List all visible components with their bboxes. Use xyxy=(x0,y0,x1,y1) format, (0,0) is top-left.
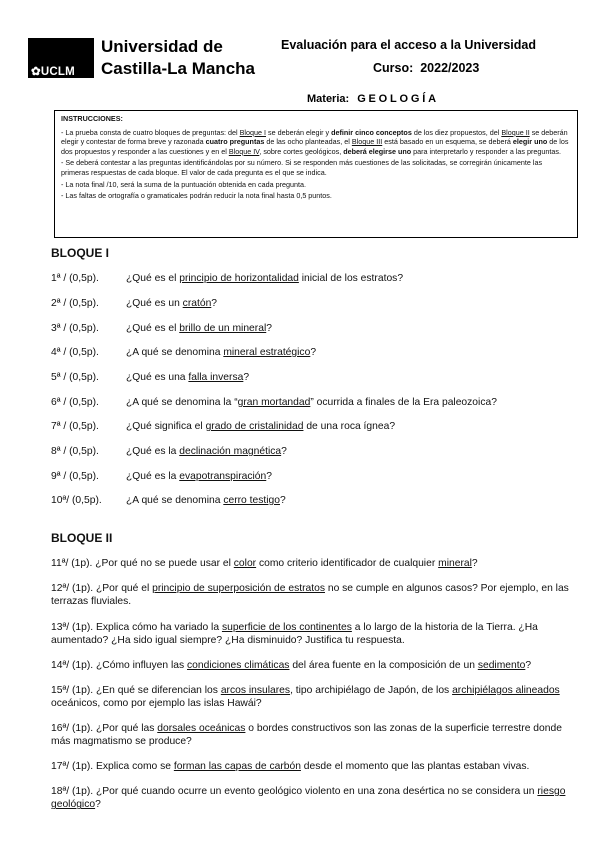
instructions-heading: INSTRUCCIONES: xyxy=(61,114,123,123)
question-item: 9ª / (0,5p). ¿Qué es la evapotranspiración? xyxy=(51,471,272,482)
question-item: 15ª/ (1p). ¿En qué se diferencian los arcos insulares, tipo archipiélago de Japón, de los archipiélagos alineados oceánicos, como por ejemplo las islas Hawái? xyxy=(51,685,560,710)
instruction-paragraph: - La nota final /10, será la suma de la puntuación obtenida en cada pregunta. xyxy=(61,179,306,189)
emblem-icon: ✿ xyxy=(31,66,41,78)
question-item: 18ª/ (1p). ¿Por qué cuando ocurre un evento geológico violento en una zona desértica no se considera un riesgo geológico? xyxy=(51,786,566,811)
question-item: 6ª / (0,5p). ¿A qué se denomina la “gran mortandad” ocurrida a finales de la Era paleozoica? xyxy=(51,397,497,408)
question-item: 2ª / (0,5p). ¿Qué es un cratón? xyxy=(51,298,218,309)
question-item: 7ª / (0,5p). ¿Qué significa el grado de cristalinidad de una roca ígnea? xyxy=(51,421,396,432)
question-item: 16ª/ (1p). ¿Por qué las dorsales oceánicas o bordes constructivos son las zonas de la superficie terrestre donde más magmatismo se produce? xyxy=(51,723,562,748)
subject: Materia: GEOLOGÍA xyxy=(307,93,439,105)
question-item: 8ª / (0,5p). ¿Qué es la declinación magnética? xyxy=(51,446,287,457)
question-item: 12ª/ (1p). ¿Por qué el principio de superposición de estratos no se cumple en algunos casos? Por ejemplo, en las terrazas fluviales. xyxy=(51,583,569,608)
question-item: 10ª/ (0,5p). ¿A qué se denomina cerro testigo? xyxy=(51,495,286,506)
question-item: 1ª / (0,5p). ¿Qué es el principio de horizontalidad inicial de los estratos? xyxy=(51,273,404,284)
question-item: 13ª/ (1p). Explica cómo ha variado la superficie de los continentes a lo largo de la historia de la Tierra. ¿Ha aumentado? ¿Ha sido igual siempre? ¿Ha disminuido? Justifica tu respuesta. xyxy=(51,622,538,647)
question-item: 17ª/ (1p). Explica como se forman las capas de carbón desde el momento que las plantas estaban vivas. xyxy=(51,761,530,772)
question-item: 3ª / (0,5p). ¿Qué es el brillo de un mineral? xyxy=(51,323,272,334)
exam-title: Evaluación para el acceso a la Universidad xyxy=(281,38,536,52)
instruction-paragraph: - La prueba consta de cuatro bloques de preguntas: del Bloque I se deberán elegir y definir cinco conceptos de los diez propuestos, del Bloque II se deberán elegir y contestar de forma breve y razonada cuatro preguntas de las ocho planteadas, el Bloque III está basado en un esquema, se deberá elegir uno de los dos propuestos y responder a las cuestiones y en el Bloque IV, sobre cortes geológicos, deberá elegirse uno para interpretarlo y responder a las preguntas. xyxy=(61,127,569,156)
question-item: 4ª / (0,5p). ¿A qué se denomina mineral estratégico? xyxy=(51,347,317,358)
question-item: 5ª / (0,5p). ¿Qué es una falla inversa? xyxy=(51,372,250,383)
instruction-paragraph: - Las faltas de ortografía o gramaticales podrán reducir la nota final hasta 0,5 puntos. xyxy=(61,191,332,201)
university-name: Universidad de Castilla-La Mancha xyxy=(101,37,255,78)
question-item: 14ª/ (1p). ¿Cómo influyen las condiciones climáticas del área fuente en la composición de un sedimento? xyxy=(51,660,532,671)
exam-course: Curso: 2022/2023 xyxy=(373,61,480,75)
question-item: 11ª/ (1p). ¿Por qué no se puede usar el color como criterio identificador de cualquier mineral? xyxy=(51,558,478,569)
block-2-title: BLOQUE II xyxy=(51,531,113,545)
logo-wordmark: ✿UCLM xyxy=(31,66,75,78)
instruction-paragraph: - Se deberá contestar a las preguntas identificándolas por su número. Si se responden más cuestiones de las solicitadas, se corregirán únicamente las primeras respuestas de cada bloque. El valor de cada pregunta es el que se indica. xyxy=(61,158,543,177)
instructions-box xyxy=(54,110,578,238)
block-1-title: BLOQUE I xyxy=(51,246,110,260)
